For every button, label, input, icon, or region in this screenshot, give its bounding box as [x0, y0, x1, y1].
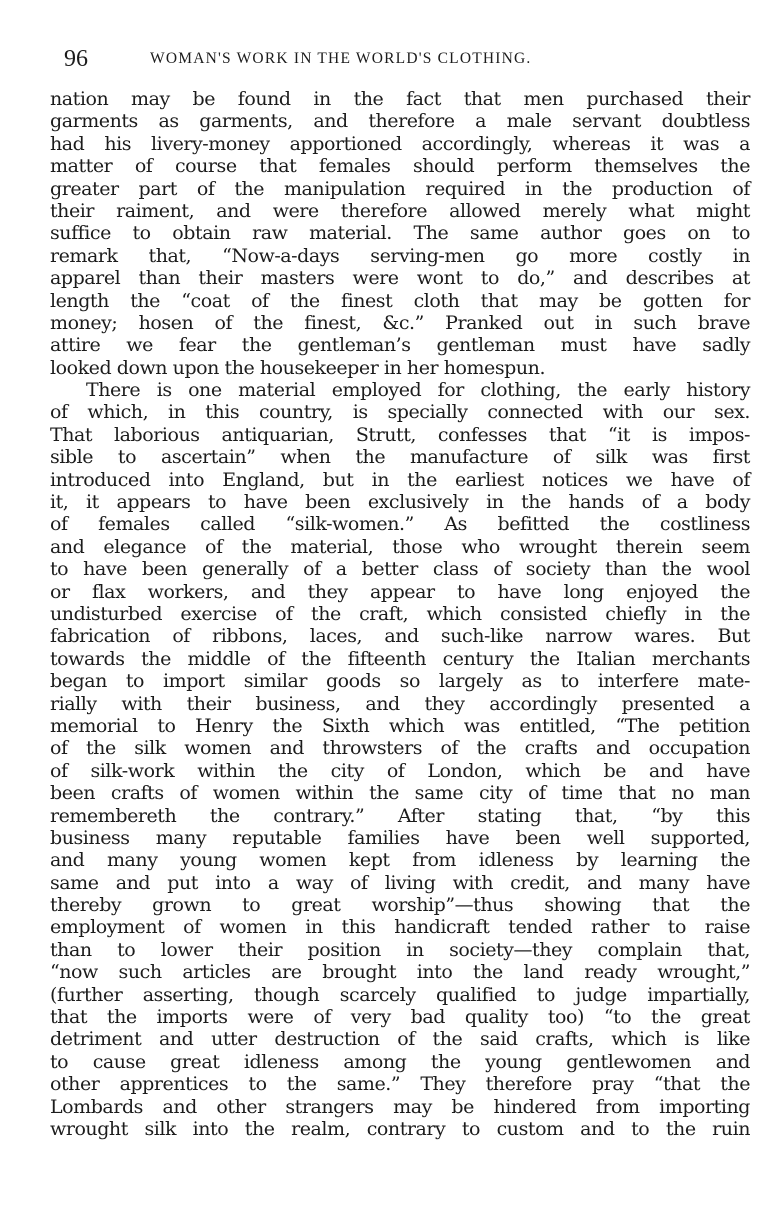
text-line: business many reputable families have been well supported, [50, 826, 750, 849]
page-number: 96 [64, 46, 88, 72]
text-line: of females called “silk-women.” As befitted the costliness [50, 513, 750, 536]
paragraph [50, 88, 750, 379]
text-line: detriment and utter destruction of the said crafts, which is like [50, 1028, 750, 1051]
text-line: Lombards and other strangers may be hindered from importing [50, 1095, 750, 1118]
text-line: introduced into England, but in the earliest notices we have of [50, 468, 750, 491]
text-line: memorial to Henry the Sixth which was entitled, “The petition [50, 714, 750, 737]
text-line: There is one material employed for clothing, the early history [86, 379, 750, 402]
body-text [50, 88, 750, 1140]
text-line: apparel than their masters were wont to do,” and describes at [50, 267, 750, 290]
text-line: same and put into a way of living with credit, and many have [50, 871, 750, 894]
text-line: wrought silk into the realm, contrary to custom and to the ruin [50, 1117, 750, 1140]
text-line: to cause great idleness among the young gentlewomen and [50, 1050, 750, 1073]
text-line: suffice to obtain raw material. The same author goes on to [50, 222, 750, 245]
text-line: began to import similar goods so largely as to interfere mate- [50, 670, 750, 693]
text-line: had his livery-money apportioned accordingly, whereas it was a [50, 132, 750, 155]
text-line: thereby grown to great worship”—thus showing that the [50, 894, 750, 917]
text-line: towards the middle of the fifteenth century the Italian merchants [50, 647, 750, 670]
text-line: That laborious antiquarian, Strutt, confesses that “it is impos- [50, 423, 750, 446]
text-line: or flax workers, and they appear to have long enjoyed the [50, 580, 750, 603]
running-head: WOMAN'S WORK IN THE WORLD'S CLOTHING. [150, 50, 532, 67]
page-header [64, 42, 764, 76]
text-line: to have been generally of a better class of society than the wool [50, 558, 750, 581]
text-line: undisturbed exercise of the craft, which consisted chiefly in the [50, 602, 750, 625]
text-line: sible to ascertain” when the manufacture of silk was first [50, 446, 750, 469]
text-line: it, it appears to have been exclusively in the hands of a body [50, 491, 750, 514]
text-line: nation may be found in the fact that men purchased their [50, 88, 750, 110]
text-line: remembereth the contrary.” After stating that, “by this [50, 804, 750, 827]
text-line: fabrication of ribbons, laces, and such-like narrow wares. But [50, 625, 750, 648]
text-line: length the “coat of the finest cloth that may be gotten for [50, 289, 750, 312]
text-line: than to lower their position in society—they complain that, [50, 938, 750, 961]
text-line: remark that, “Now-a-days serving-men go more costly in [50, 244, 750, 267]
text-line: matter of course that females should perform themselves the [50, 155, 750, 178]
text-line: employment of women in this handicraft tended rather to raise [50, 916, 750, 939]
text-line: of which, in this country, is specially connected with our sex. [50, 401, 750, 424]
paragraph [50, 379, 750, 1140]
text-line: (further asserting, though scarcely qualified to judge impartially, [50, 983, 750, 1006]
text-line: their raiment, and were therefore allowed merely what might [50, 199, 750, 222]
text-line: money; hosen of the finest, &c.” Pranked out in such brave [50, 311, 750, 334]
text-line: of silk-work within the city of London, which be and have [50, 759, 750, 782]
text-line: attire we fear the gentleman’s gentleman must have sadly [50, 334, 750, 357]
text-line: and elegance of the material, those who wrought therein seem [50, 535, 750, 558]
text-line: and many young women kept from idleness by learning the [50, 849, 750, 872]
text-line: of the silk women and throwsters of the crafts and occupation [50, 737, 750, 760]
text-line: looked down upon the housekeeper in her homespun. [50, 356, 546, 379]
text-line: that the imports were of very bad quality too) “to the great [50, 1006, 750, 1029]
text-line: greater part of the manipulation required in the production of [50, 177, 750, 200]
text-line: “now such articles are brought into the land ready wrought,” [50, 961, 750, 984]
text-line: other apprentices to the same.” They therefore pray “that the [50, 1073, 750, 1096]
text-line: been crafts of women within the same city of time that no man [50, 782, 750, 805]
text-line: garments as garments, and therefore a male servant doubtless [50, 110, 750, 133]
text-line: rially with their business, and they accordingly presented a [50, 692, 750, 715]
